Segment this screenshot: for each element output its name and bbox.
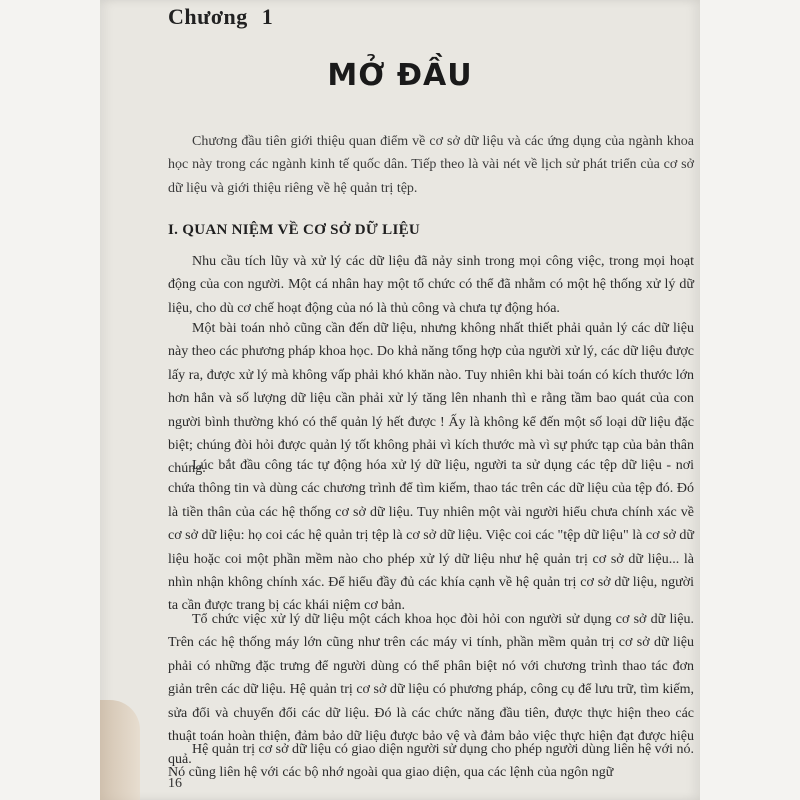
page-number: 16 [168, 776, 182, 791]
body-paragraph-5: Hệ quản trị cơ sở dữ liệu có giao diện người sử dụng cho phép người dùng liên hệ với nó. Nó cũng liên hệ với các bộ nhớ ngoài qua giao diện, qua các lệnh của ngôn ngữ [168, 742, 694, 781]
chapter-label: Chương 1 [168, 4, 274, 29]
body-paragraph-1: Nhu cầu tích lũy và xử lý các dữ liệu đã nảy sinh trong mọi công việc, trong mọi hoạt động của con người. Một cá nhân hay một tổ chức có thể đã nhằm có một hệ thống xử lý dữ liệu, cho dù cơ chế hoạt động của nó là thủ công và chưa tự động hóa. [168, 254, 694, 316]
chapter-title: MỞ ĐẦU [327, 58, 473, 93]
body-paragraph-4: Tổ chức việc xử lý dữ liệu một cách khoa học đòi hỏi con người sử dụng cơ sở dữ liệu. Trên các hệ thống máy lớn cũng như trên các máy vi tính, phần mềm quản trị cơ sở dữ liệu phải có những đặc trưng để người dùng có thể phân biệt nó với chương trình thao tác đơn giản trên các dữ liệu. Hệ quản trị cơ sở dữ liệu có phương pháp, công cụ để lưu trữ, tìm kiếm, sửa đổi và chuyển đổi các dữ liệu. Đó là các chức năng đầu tiên, được thực hiện theo các thuật toán hoàn thiện, đảm bảo dữ liệu được bảo vệ và đảm bảo việc thực hiện đạt được hiệu quả. [168, 612, 694, 768]
body-paragraph-2: Một bài toán nhỏ cũng cần đến dữ liệu, nhưng không nhất thiết phải quản lý các dữ liệu này theo các phương pháp khoa học. Do khả năng tổng hợp của người xử lý, các dữ liệu được lấy ra, được xử lý mà không vấp phải khó khăn nào. Tuy nhiên khi bài toán có kích thước lớn hơn hẳn và số lượng dữ liệu cần phải xử lý tăng lên nhanh thì e rằng tầm bao quát của con người bình thường khó có thể quản lý hết được ! Ấy là không kể đến một số loại dữ liệu đặc biệt; chúng đòi hỏi được quản lý tốt không phải vì kích thước mà vì sự phức tạp của bản thân chúng. [168, 321, 694, 477]
section-heading: I. QUAN NIỆM VỀ CƠ SỞ DỮ LIỆU [168, 222, 421, 238]
thumb-shadow [100, 700, 140, 800]
book-page [100, 0, 700, 800]
intro-paragraph: Chương đầu tiên giới thiệu quan điểm về cơ sở dữ liệu và các ứng dụng của ngành khoa học này trong các ngành kinh tế quốc dân. Tiếp theo là vài nét về lịch sử phát triển của cơ sở dữ liệu và giới thiệu riêng về hệ quản trị tệp. [168, 134, 694, 196]
body-paragraph-3: Lúc bắt đầu công tác tự động hóa xử lý dữ liệu, người ta sử dụng các tệp dữ liệu - nơi chứa thông tin và dùng các chương trình để tìm kiếm, thao tác trên các dữ liệu của tệp đó. Đó là tiền thân của các hệ thống cơ sở dữ liệu. Tuy nhiên một vài người hiểu chưa chính xác về cơ sở dữ liệu: họ coi các hệ quản trị tệp là cơ sở dữ liệu. Việc coi các "tệp dữ liệu" là cơ sở dữ liệu hoặc coi một phần mềm nào cho phép xử lý dữ liệu như hệ quản trị cơ sở dữ liệu... là nhìn nhận không chính xác. Để hiểu đầy đủ các khía cạnh về hệ quản trị cơ sở dữ liệu, người ta cần được trang bị các khái niệm cơ bản. [168, 458, 694, 614]
